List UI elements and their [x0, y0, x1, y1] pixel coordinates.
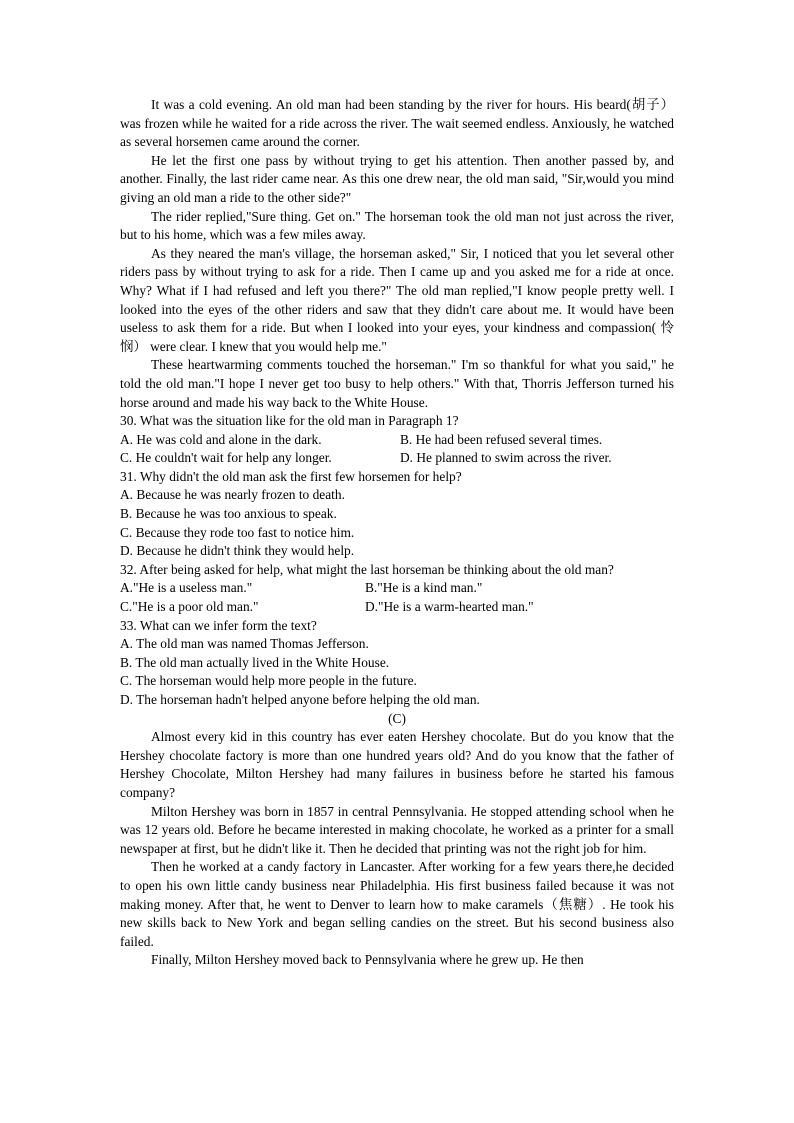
question-31-option-a: A. Because he was nearly frozen to death. [120, 487, 345, 503]
question-32-option-d: D."He is a warm-hearted man." [365, 599, 534, 615]
question-30-option-a: A. He was cold and alone in the dark. [120, 431, 322, 447]
question-30-option-b: B. He had been refused several times. [400, 431, 603, 447]
document-page [120, 96, 674, 970]
question-33-option-c: C. The horseman would help more people in the future. [120, 673, 417, 689]
question-32-option-a: A."He is a useless man." [120, 580, 253, 596]
question-30-option-c: C. He couldn't wait for help any longer. [120, 450, 332, 466]
question-32-stem: 32. After being asked for help, what might the last horseman be thinking about the old man? [120, 561, 614, 577]
question-30-option-d: D. He planned to swim across the river. [400, 450, 612, 466]
passage-b-paragraph-1: It was a cold evening. An old man had been standing by the river for hours. His beard(胡子） was frozen while he waited for a ride across the river. The wait seemed endless. Anxiously, he watched as several horsemen came around the corner. [120, 97, 674, 150]
question-32-option-c: C."He is a poor old man." [120, 599, 259, 615]
passage-b-paragraph-2: He let the first one pass by without trying to get his attention. Then another passed by, and another. Finally, the last rider came near. As this one drew near, the old man said, "Sir,would you mind giving an old man a ride to the other side?" [120, 152, 674, 205]
passage-b-paragraph-5: These heartwarming comments touched the horseman." I'm so thankful for what you said," he told the old man."I hope I never get too busy to help others." With that, Thorris Jefferson turned his horse around and made his way back to the White House. [120, 357, 674, 410]
passage-c-paragraph-1: Almost every kid in this country has ever eaten Hershey chocolate. But do you know that the Hershey chocolate factory is more than one hundred years old? And do you know that the father of Hershey Chocolate, Milton Hershey had many failures in business before he started his famous company? [120, 729, 674, 800]
question-30-stem: 30. What was the situation like for the old man in Paragraph 1? [120, 413, 459, 429]
passage-c-heading: (C) [388, 710, 406, 726]
question-32-options-row-2 [120, 598, 674, 617]
question-33-stem: 33. What can we infer form the text? [120, 617, 317, 633]
question-31-option-c: C. Because they rode too fast to notice him. [120, 524, 355, 540]
question-32-option-b: B."He is a kind man." [365, 580, 483, 596]
passage-c-paragraph-4: Finally, Milton Hershey moved back to Pennsylvania where he grew up. He then [151, 952, 584, 968]
question-33-option-a: A. The old man was named Thomas Jefferson. [120, 636, 369, 652]
question-30-options-row-2 [120, 449, 674, 468]
passage-b-paragraph-3: The rider replied,"Sure thing. Get on." The horseman took the old man not just across the river, but to his home, which was a few miles away. [120, 208, 674, 243]
question-30-options-row-1 [120, 431, 674, 450]
question-33-option-b: B. The old man actually lived in the White House. [120, 654, 390, 670]
question-32-options-row-1 [120, 579, 674, 598]
question-31-stem: 31. Why didn't the old man ask the first few horsemen for help? [120, 468, 462, 484]
passage-c-paragraph-2: Milton Hershey was born in 1857 in central Pennsylvania. He stopped attending school when he was 12 years old. Before he became interested in making chocolate, he worked as a printer for a small newspaper at first, but he didn't like it. Then he decided that printing was not the right job for him. [120, 803, 674, 856]
passage-c-paragraph-3: Then he worked at a candy factory in Lancaster. After working for a few years there,he decided to open his own little candy business near Philadelphia. His first business failed because it was not making money. After that, he went to Denver to learn how to make caramels（焦糖）. He took his new skills back to New York and began selling candies on the street. But his second business also failed. [120, 859, 674, 949]
passage-b-paragraph-4: As they neared the man's village, the horseman asked," Sir, I noticed that you let several other riders pass by without trying to ask for a ride. Then I came up and you asked me for a ride at once. Why? What if I had refused and left you there?" The old man replied,"I know people pretty well. I looked into the eyes of the other riders and saw that they didn't care about me. It would have been useless to ask them for a ride. But when I looked into your eyes, your kindness and compassion( 怜悯） were clear. I knew that you would help me." [120, 245, 674, 354]
question-31-option-b: B. Because he was too anxious to speak. [120, 506, 337, 522]
question-33-option-d: D. The horseman hadn't helped anyone before helping the old man. [120, 692, 480, 707]
question-31-option-d: D. Because he didn't think they would help. [120, 543, 355, 559]
